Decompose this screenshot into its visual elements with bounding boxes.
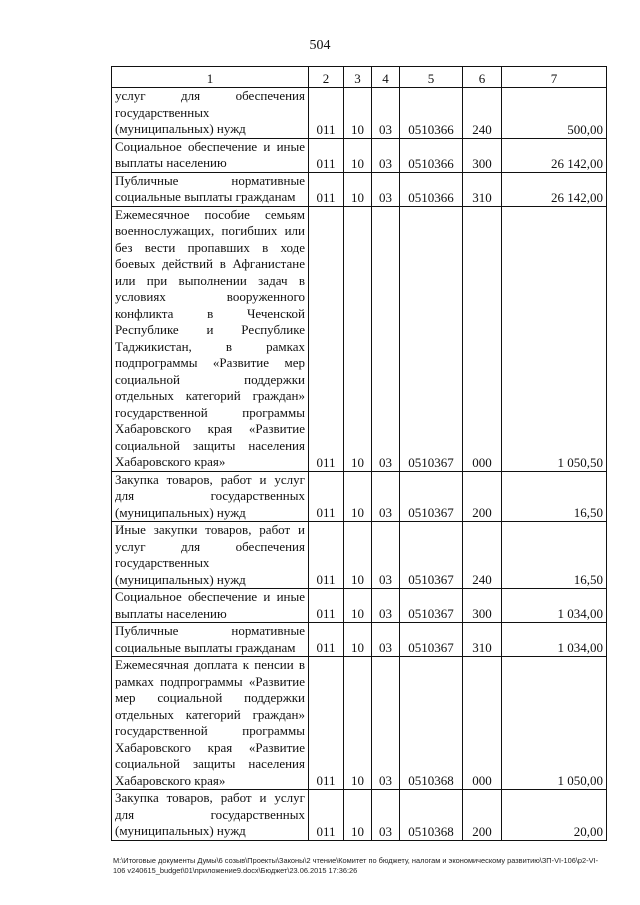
row-section-code: 10 (344, 88, 372, 139)
row-ministry-code: 011 (309, 623, 344, 657)
row-expense-type: 000 (463, 657, 502, 790)
header-col-4: 4 (372, 67, 400, 88)
row-subsection-code: 03 (372, 657, 400, 790)
table-row (112, 522, 607, 589)
row-name: Иные закупки товаров, работ и услуг для обеспечения государственных (муниципальных) нужд (112, 522, 309, 589)
row-target-article: 0510367 (400, 471, 463, 522)
row-target-article: 0510366 (400, 172, 463, 206)
row-section-code: 10 (344, 206, 372, 471)
row-section-code: 10 (344, 522, 372, 589)
table-row (112, 790, 607, 841)
row-section-code: 10 (344, 790, 372, 841)
row-subsection-code: 03 (372, 623, 400, 657)
row-name: Ежемесячное пособие семьям военнослужащих, погибших или без вести пропавших в ходе боевых действий в Афганистане или при выполнении задач в условиях вооруженного конфликта в Чеченской Республике и Республике Таджикистан, в рамках подпрограммы «Развитие мер социальной поддержки отдельных категорий граждан» государственной программы Хабаровского края «Развитие социальной защиты населения Хабаровского края» (112, 206, 309, 471)
row-target-article: 0510366 (400, 88, 463, 139)
row-expense-type: 310 (463, 623, 502, 657)
row-subsection-code: 03 (372, 471, 400, 522)
row-expense-type: 310 (463, 172, 502, 206)
row-amount: 500,00 (502, 88, 607, 139)
row-section-code: 10 (344, 471, 372, 522)
row-name: Публичные нормативные социальные выплаты гражданам (112, 172, 309, 206)
row-ministry-code: 011 (309, 589, 344, 623)
table-row (112, 172, 607, 206)
row-name: услуг для обеспечения государственных (муниципальных) нужд (112, 88, 309, 139)
table-row (112, 471, 607, 522)
row-subsection-code: 03 (372, 206, 400, 471)
row-amount: 1 050,00 (502, 657, 607, 790)
header-col-6: 6 (463, 67, 502, 88)
row-ministry-code: 011 (309, 88, 344, 139)
table-row (112, 623, 607, 657)
row-subsection-code: 03 (372, 88, 400, 139)
row-section-code: 10 (344, 172, 372, 206)
row-amount: 1 034,00 (502, 623, 607, 657)
row-ministry-code: 011 (309, 522, 344, 589)
header-col-2: 2 (309, 67, 344, 88)
row-amount: 26 142,00 (502, 172, 607, 206)
page-number: 504 (309, 38, 331, 53)
row-target-article: 0510368 (400, 790, 463, 841)
row-name: Социальное обеспечение и иные выплаты населению (112, 138, 309, 172)
header-col-3: 3 (344, 67, 372, 88)
row-section-code: 10 (344, 657, 372, 790)
table-header-row (112, 67, 607, 88)
row-amount: 16,50 (502, 522, 607, 589)
row-expense-type: 200 (463, 471, 502, 522)
row-amount: 1 050,50 (502, 206, 607, 471)
row-target-article: 0510368 (400, 657, 463, 790)
row-expense-type: 300 (463, 589, 502, 623)
table-row (112, 138, 607, 172)
row-ministry-code: 011 (309, 172, 344, 206)
row-target-article: 0510367 (400, 206, 463, 471)
budget-table (111, 66, 607, 841)
row-subsection-code: 03 (372, 522, 400, 589)
row-section-code: 10 (344, 623, 372, 657)
row-ministry-code: 011 (309, 471, 344, 522)
header-col-7: 7 (502, 67, 607, 88)
row-ministry-code: 011 (309, 206, 344, 471)
header-col-5: 5 (400, 67, 463, 88)
document-footer-path: M:\Итоговые документы Думы\6 созыв\Проекты\Законы\2 чтение\Комитет по бюджету, налогам и экономическому развитию\ЗП-VI-106\р2-VI-106 v240615_budget\01\приложение9.docx\Бюджет\23.06.2015 17:36:26 (113, 856, 599, 875)
row-subsection-code: 03 (372, 138, 400, 172)
row-amount: 16,50 (502, 471, 607, 522)
table-row (112, 589, 607, 623)
row-target-article: 0510366 (400, 138, 463, 172)
row-expense-type: 200 (463, 790, 502, 841)
row-name: Ежемесячная доплата к пенсии в рамках подпрограммы «Развитие мер социальной поддержки отдельных категорий граждан» государственной программы Хабаровского края «Развитие социальной защиты населения Хабаровского края» (112, 657, 309, 790)
row-amount: 20,00 (502, 790, 607, 841)
row-target-article: 0510367 (400, 589, 463, 623)
row-subsection-code: 03 (372, 589, 400, 623)
row-target-article: 0510367 (400, 522, 463, 589)
row-section-code: 10 (344, 138, 372, 172)
header-col-1: 1 (112, 67, 309, 88)
row-expense-type: 240 (463, 88, 502, 139)
table-row (112, 657, 607, 790)
row-target-article: 0510367 (400, 623, 463, 657)
table-row (112, 206, 607, 471)
row-expense-type: 000 (463, 206, 502, 471)
row-subsection-code: 03 (372, 790, 400, 841)
row-subsection-code: 03 (372, 172, 400, 206)
row-section-code: 10 (344, 589, 372, 623)
row-amount: 26 142,00 (502, 138, 607, 172)
row-ministry-code: 011 (309, 138, 344, 172)
row-name: Публичные нормативные социальные выплаты гражданам (112, 623, 309, 657)
row-ministry-code: 011 (309, 657, 344, 790)
row-amount: 1 034,00 (502, 589, 607, 623)
table-row (112, 88, 607, 139)
row-name: Закупка товаров, работ и услуг для государственных (муниципальных) нужд (112, 471, 309, 522)
row-expense-type: 240 (463, 522, 502, 589)
row-name: Закупка товаров, работ и услуг для государственных (муниципальных) нужд (112, 790, 309, 841)
row-name: Социальное обеспечение и иные выплаты населению (112, 589, 309, 623)
row-ministry-code: 011 (309, 790, 344, 841)
row-expense-type: 300 (463, 138, 502, 172)
